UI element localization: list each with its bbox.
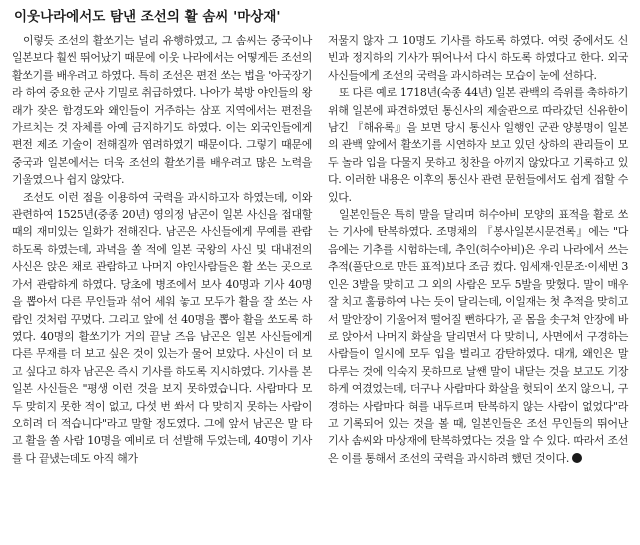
paragraph: 저물지 않자 그 10명도 기사를 하도록 하였다. 여럿 중에서도 신빈과 정지하의 기사가 뛰어나서 다시 하도록 하였다고 한다. 외국 사신들에게 조선의 국력을 과시하려는 모습이 눈에 선하다. (328, 34, 628, 82)
paragraph: 이렇듯 조선의 활쏘기는 널리 유행하였고, 그 솜씨는 중국이나 일본보다 훨씬 뛰어났기 때문에 이웃 나라에서는 어떻게든 조선의 활쏘기를 배우려고 하였다. 특히 조선은 편전 쏘는 법을 '아국장기 라 하여 중요한 군사 기밀로 취급하였다. 나아가 북방 야인들의 왕래가 잦은 함경도와 왜인들이 거주하는 삼포 지역에서는 편전을 가르치는 것 자체를 아예 금지하기도 하였다. 이는 외국인들에게 편전 제조 기술이 전해질까 염려하였기 때문이다. 그렇기 때문에 중국과 일본에서는 더욱 조선의 활쏘기를 배우려고 많은 노력을 기울였으나 쉽지 않았다. (12, 34, 312, 187)
left-column (12, 32, 312, 467)
article-body (12, 32, 628, 467)
end-mark-icon (572, 453, 582, 463)
paragraph: 조선도 이런 점을 이용하여 국력을 과시하고자 하였는데, 이와 관련하여 1525년(중종 20년) 영의정 남곤이 일본 사신을 접대할 때의 재미있는 일화가 전해진다. 남곤은 사신들에게 무예를 관람하도록 하였는데, 과녁을 쏠 적에 일본 국왕의 사신 및 대내전의 사신은 앉은 채로 관람하고 나머지 야인사람들은 활 쏘는 곳으로 가서 관람하게 하였다. 당초에 병조에서 보사 40명과 기사 40명을 뽑아서 다른 무인들과 섞어 세워 놓고 모두가 활을 잘 쏘는 사람인 것처럼 꾸몄다. 그리고 앞에 선 40명을 뽑아 활을 쏘도록 하였다. 40명의 활쏘기가 거의 끝날 즈음 남곤은 일본 사신들에게 다른 무재를 더 보고 싶은 것이 있는가 물어 보았다. 사신이 더 보고 싶다고 하자 남곤은 즉시 기사를 하도록 지시하였다. 기사를 본 일본 사신들은 "평생 이런 것을 보지 못하였습니다. 사람마다 모두 맞히지 못한 적이 없고, 다섯 번 쏴서 다 맞히지 못하는 사람이 오히려 더 적습니다"라고 말할 정도였다. 그에 앞서 남곤은 말 타고 활을 쏠 사람 10명을 예비로 더 선발해 두었는데, 40명이 기사를 다 끝냈는데도 아직 해가 (12, 190, 312, 465)
article-title: 이웃나라에서도 탐낸 조선의 활 솜씨 '마상재' (14, 9, 281, 25)
paragraph (328, 206, 628, 467)
right-column (328, 32, 628, 467)
paragraph: 또 다른 예로 1718년(숙종 44년) 일본 관백의 즉위를 축하하기 위해 일본에 파견하였던 통신사의 제술관으로 따라갔던 신유한이 남긴 『해유록』을 보면 당시 통신사 일행인 군관 양봉명이 일본의 관백 앞에서 활쏘기를 시연하자 보고 있던 상하의 관리들이 모두 놀라 입을 다물지 못하고 칭찬을 아끼지 않았다고 기록하고 있다. 이러한 내용은 이후의 통신사 관련 문헌들에서도 쉽게 접할 수 있다. (328, 86, 628, 204)
paragraph-text: 일본인들은 특히 말을 달리며 허수아비 모양의 표적을 활로 쏘는 기사에 탄복하였다. 조명채의 『봉사일본시문견록』에는 "다음에는 기추를 시험하는데, 추인(허수아비)은 우리 나라에서 쓰는 추적(풀단으로 만든 표적)보다 조금 컸다. 임세재·인문조·이세번 3인은 3발을 맞히고 그 외의 사람은 모두 5발을 맞혔다. 말이 매우 잘 치고 훌륭하여 나는 듯이 달리는데, 이일재는 첫 추적을 맞히고서 말안장이 기울어져 떨어질 뻔하다가, 곧 몸을 솟구쳐 안장에 바로 앉아서 나머지 화살을 달리면서 다 맞히니, 사면에서 구경하는 사람들이 일시에 모두 입을 벌리고 감탄하였다. 대개, 왜인은 말 다루는 것에 익숙지 못하므로 날쌘 말이 내닫는 것을 보고도 기장하게 여겼었는데, 더구나 사람마다 화살을 헛되이 쏘지 않으니, 구경하는 사람마다 혀를 내두르며 탄복하지 않는 사람이 없었다"라고 기록되어 있는 것을 볼 때, 일본인들은 조선 무인들의 뛰어난 기사 솜씨와 마상재에 탄복하였다는 것을 알 수 있다. 따라서 조선은 이를 통해서 조선의 국력을 과시하려 했던 것이다. (328, 208, 628, 465)
